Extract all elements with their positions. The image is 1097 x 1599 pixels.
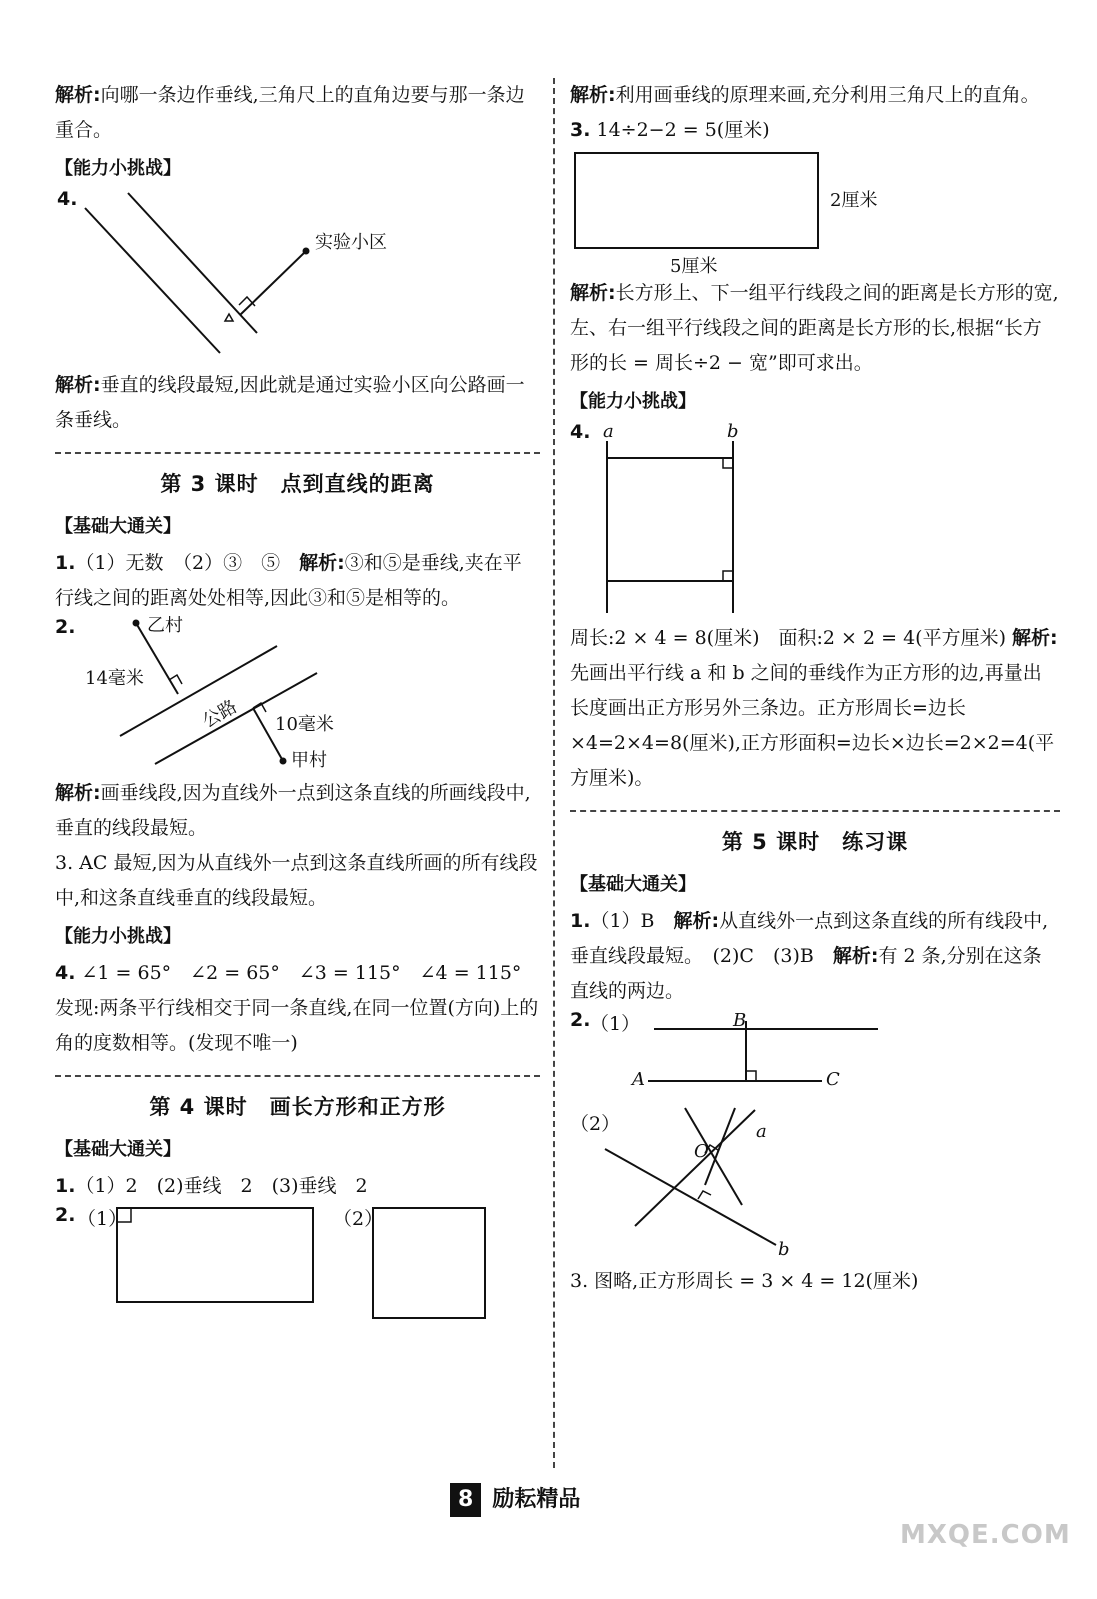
right-column [570,78,1060,1299]
line-a-diag [635,1110,755,1226]
label-b-diag: b [778,1239,790,1260]
l5-q1: 1.（1）B 解析:从直线外一点到这条直线的所有线段中,垂直线段最短。 (2)C (3)B 解析:有 2 条,分别在这条直线的两边。 [570,910,1049,1002]
r-challenge-tag: 【能力小挑战】 [570,391,696,412]
r-q4-diagram: 4. a b [570,421,1060,621]
lesson3-title: 第 3 课时 点到直线的距离 [160,472,435,496]
village-a-point [280,758,287,765]
r-q3: 3. 14÷2−2 = 5(厘米) [570,119,770,141]
road-village-diagram [55,616,475,776]
l5-geometry [570,1009,1060,1264]
column-divider [553,78,555,1468]
l3-q4: 4. ∠1 = 65° ∠2 = 65° ∠3 = 115° ∠4 = 115° 发现:两条平行线相交于同一条直线,在同一位置(方向)上的角的度数相等。(发现不唯一) [55,962,539,1054]
r-q3-diagram [570,148,1060,276]
r-q3-analysis: 解析:长方形上、下一组平行线段之间的距离是长方形的宽,左、右一组平行线段之间的距离是长方形的长,根据“长方形的长 = 周长÷2 − 宽”即可求出。 [570,282,1059,374]
section-divider-2 [55,1075,540,1077]
page-number: 8 [450,1483,481,1517]
intro-analysis: 解析:向哪一条边作垂线,三角尺上的直角边要与那一条边重合。 [55,84,525,141]
challenge-tag-2: 【能力小挑战】 [55,926,181,947]
label-O: O [694,1141,709,1162]
q4-number: 4. [57,188,78,210]
rect-5x2 [570,148,930,276]
line-b-diag [605,1149,776,1245]
rectangle-shape [117,1208,313,1302]
l3-q2-diagram [55,616,540,776]
road-line-upper [120,646,277,736]
rect-shape [575,153,818,248]
l4-q2-diagram: 2. （1） （2） [55,1204,540,1324]
triangle-mark [225,314,233,321]
label-a: a [603,421,614,442]
square-between-parallels [570,421,870,621]
dist-b-label: 14毫米 [85,668,144,689]
challenge-tag: 【能力小挑战】 [55,158,181,179]
r-section-divider [570,810,1060,812]
lesson4-title: 第 4 课时 画长方形和正方形 [149,1095,446,1119]
community-point [303,248,310,255]
road-line-1 [85,208,220,353]
l3-q2-number: 2. [55,616,76,638]
community-label: 实验小区 [315,232,387,253]
label-b: b [727,421,739,442]
left-column [55,78,540,1324]
l5-q2-diagram: 2. （1） （2） B A C O a b [570,1009,1060,1264]
r-basic-tag: 【基础大通关】 [570,874,696,895]
brand-name: 励耘精品 [492,1487,581,1512]
label-A: A [632,1069,645,1090]
q4-diagram [55,188,540,368]
dist-a-label: 10毫米 [275,714,334,735]
l4-q1: 1.（1）2 (2)垂线 2 (3)垂线 2 [55,1175,368,1197]
q4-analysis: 解析:垂直的线段最短,因此就是通过实验小区向公路画一条垂线。 [55,374,525,431]
village-a-label: 甲村 [291,750,327,771]
l5-q3: 3. 图略,正方形周长 = 3 × 4 = 12(厘米) [570,1270,919,1292]
label-a-diag: a [756,1121,767,1142]
road-label: 公路 [199,696,241,733]
l3-q3: 3. AC 最短,因为从直线外一点到这条直线所画的所有线段中,和这条直线垂直的线段最短。 [55,852,538,909]
page-footer [450,1483,650,1523]
basic-tag-2: 【基础大通关】 [55,1139,181,1160]
road-diagram [55,188,475,368]
r-q4-result: 周长:2 × 4 = 8(厘米) 面积:2 × 2 = 4(平方厘米) 解析:先画出平行线 a 和 b 之间的垂线作为正方形的边,再量出长度画出正方形另外三条边。正方形周长=边长×4=2×4=8(厘米),正方形面积=边长×边长=2×2=4(平方厘米)。 [570,627,1058,789]
village-b-point [133,620,140,627]
rect-width-label: 5厘米 [670,256,718,276]
village-b-label: 乙村 [147,616,183,636]
label-C: C [826,1069,840,1090]
l3-q1: 1.（1）无数 （2）③ ⑤ 解析:③和⑤是垂线,夹在平行线之间的距离处处相等,因此③和⑤是相等的。 [55,552,522,609]
basic-tag: 【基础大通关】 [55,516,181,537]
perpendicular-line [240,252,305,315]
l4-rectangles [55,1204,535,1324]
section-divider [55,452,540,454]
r-intro-analysis: 解析:利用画垂线的原理来画,充分利用三角尺上的直角。 [570,84,1040,106]
rect-height-label: 2厘米 [830,190,878,211]
label-B: B [733,1010,747,1031]
road-line-2 [128,193,257,333]
watermark: MXQE.COM [900,1520,1071,1550]
l3-q2-analysis: 解析:画垂线段,因为直线外一点到这条直线的所画线段中,垂直的线段最短。 [55,782,531,839]
lesson5-title: 第 5 课时 练习课 [721,830,909,854]
square-shape [373,1208,485,1318]
